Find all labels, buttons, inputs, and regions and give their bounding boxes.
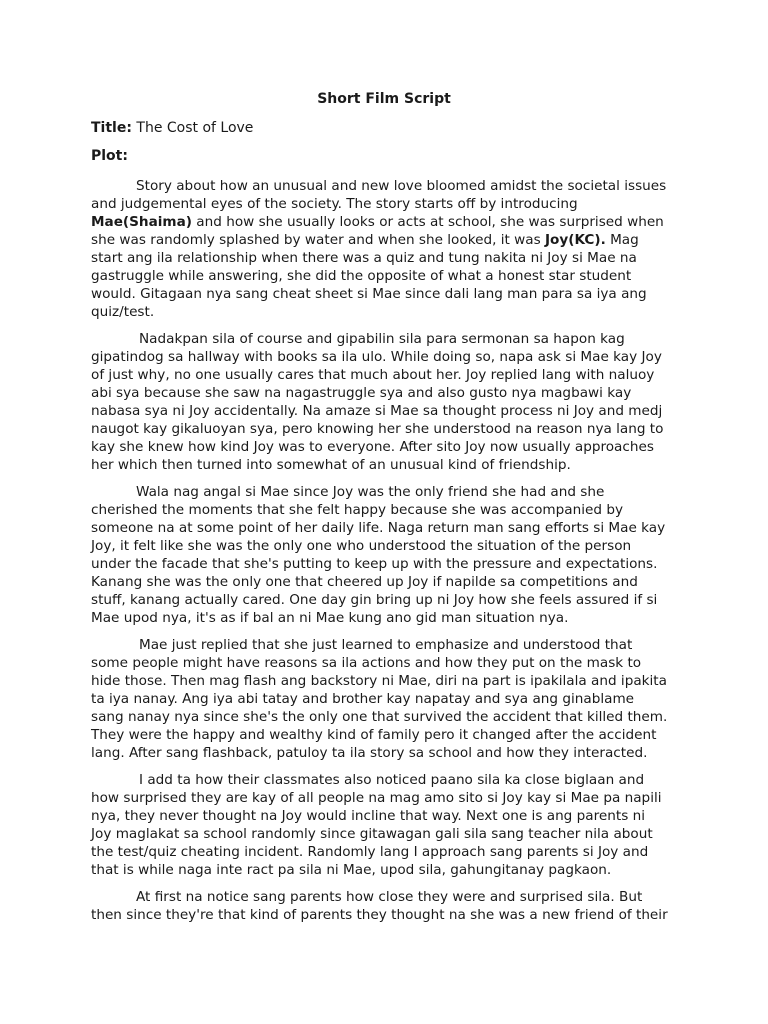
text-line: ta iya nanay. Ang iya abi tatay and brother kay napatay and sya ang ginablame bbox=[91, 691, 635, 707]
title-line bbox=[91, 120, 253, 136]
text-line: hide those. Then mag flash ang backstory ni Mae, diri na part is ipakilala and ipakita bbox=[91, 673, 667, 689]
text-line: stuff, kanang actually cared. One day gin bring up ni Joy how she feels assured if si bbox=[91, 592, 658, 608]
text-line: naugot kay gikaluoyan sya, pero knowing her she understood na reason nya lang to bbox=[91, 421, 664, 437]
paragraph-2 bbox=[91, 330, 681, 474]
paragraph-4 bbox=[91, 636, 681, 762]
text-line: of just why, no one usually cares that much about her. Joy replied lang with naluoy bbox=[91, 367, 655, 383]
text-line bbox=[91, 231, 681, 249]
text-line: kay she knew how kind Joy was to everyone. After sito Joy now usually approaches bbox=[91, 439, 654, 455]
paragraph-3 bbox=[91, 483, 681, 627]
plot-label: Plot: bbox=[91, 148, 128, 164]
text-line: gastruggle while answering, she did the opposite of what a honest star student bbox=[91, 268, 632, 284]
title-value: The Cost of Love bbox=[136, 120, 254, 136]
text-line: Mae upod nya, it's as if bal an ni Mae kung ano gid man situation nya. bbox=[91, 610, 569, 626]
text-line bbox=[91, 213, 681, 231]
text-line: nya, they never thought na Joy would incline that way. Next one is ang parents ni bbox=[91, 808, 645, 824]
text-line: Joy, it felt like she was the only one who understood the situation of the person bbox=[91, 538, 632, 554]
text-line: someone na at some point of her daily life. Naga return man sang efforts si Mae kay bbox=[91, 520, 666, 536]
text-line: then since they're that kind of parents they thought na she was a new friend of their bbox=[91, 907, 668, 923]
text-span: Mag bbox=[605, 232, 639, 248]
text-line: start ang ila relationship when there was a quiz and tung nakita ni Joy si Mae na bbox=[91, 250, 637, 266]
text-line: how surprised they are kay of all people na mag amo sito si Joy kay si Mae pa napili bbox=[91, 790, 662, 806]
text-line: They were the happy and wealthy kind of family pero it changed after the accident bbox=[91, 727, 657, 743]
text-line: her which then turned into somewhat of an unusual kind of friendship. bbox=[91, 457, 571, 473]
text-line: At first na notice sang parents how close they were and surprised sila. But bbox=[136, 889, 643, 905]
title-label: Title: bbox=[91, 120, 132, 136]
paragraph-5 bbox=[91, 771, 681, 879]
text-line: lang. After sang flashback, patuloy ta ila story sa school and how they interacted. bbox=[91, 745, 648, 761]
text-line: Joy maglakat sa school randomly since gitawagan gali sila sang teacher nila about bbox=[91, 826, 653, 842]
text-line: some people might have reasons sa ila actions and how they put on the mask to bbox=[91, 655, 642, 671]
text-line: cherished the moments that she felt happy because she was accompanied by bbox=[91, 502, 624, 518]
character-name: Mae(Shaima) bbox=[91, 214, 192, 230]
text-line: sang nanay nya since she's the only one that survived the accident that killed them. bbox=[91, 709, 668, 725]
text-line: Mae just replied that she just learned to emphasize and understood that bbox=[139, 637, 633, 653]
text-line: gipatindog sa hallway with books sa ila ulo. While doing so, napa ask si Mae kay Joy bbox=[91, 349, 662, 365]
text-line: I add ta how their classmates also noticed paano sila ka close biglaan and bbox=[139, 772, 645, 788]
text-line: Story about how an unusual and new love bloomed amidst the societal issues bbox=[136, 178, 667, 194]
text-line: Kanang she was the only one that cheered up Joy if napilde sa competitions and bbox=[91, 574, 638, 590]
text-line: under the facade that she's putting to keep up with the pressure and expectations. bbox=[91, 556, 658, 572]
character-name: Joy(KC). bbox=[545, 232, 606, 248]
text-line: abi sya because she saw na nagastruggle sya and also gusto nya magbawi kay bbox=[91, 385, 632, 401]
text-line: quiz/test. bbox=[91, 304, 155, 320]
paragraph-1 bbox=[91, 177, 681, 321]
text-span: she was randomly splashed by water and when she looked, it was bbox=[91, 232, 545, 248]
text-span: and how she usually looks or acts at school, she was surprised when bbox=[191, 214, 664, 230]
text-line: and judgemental eyes of the society. The story starts off by introducing bbox=[91, 196, 578, 212]
paragraph-6 bbox=[91, 888, 681, 924]
text-line: the test/quiz cheating incident. Randomly lang I approach sang parents si Joy and bbox=[91, 844, 649, 860]
text-line: Wala nag angal si Mae since Joy was the only friend she had and she bbox=[136, 484, 605, 500]
text-line: would. Gitagaan nya sang cheat sheet si Mae since dali lang man para sa iya ang bbox=[91, 286, 647, 302]
text-line: nabasa sya ni Joy accidentally. Na amaze si Mae sa thought process ni Joy and medj bbox=[91, 403, 663, 419]
document-heading: Short Film Script bbox=[317, 91, 451, 107]
text-line: that is while naga inte ract pa sila ni Mae, upod sila, gahungitanay pagkaon. bbox=[91, 862, 612, 878]
text-line: Nadakpan sila of course and gipabilin sila para sermonan sa hapon kag bbox=[139, 331, 625, 347]
